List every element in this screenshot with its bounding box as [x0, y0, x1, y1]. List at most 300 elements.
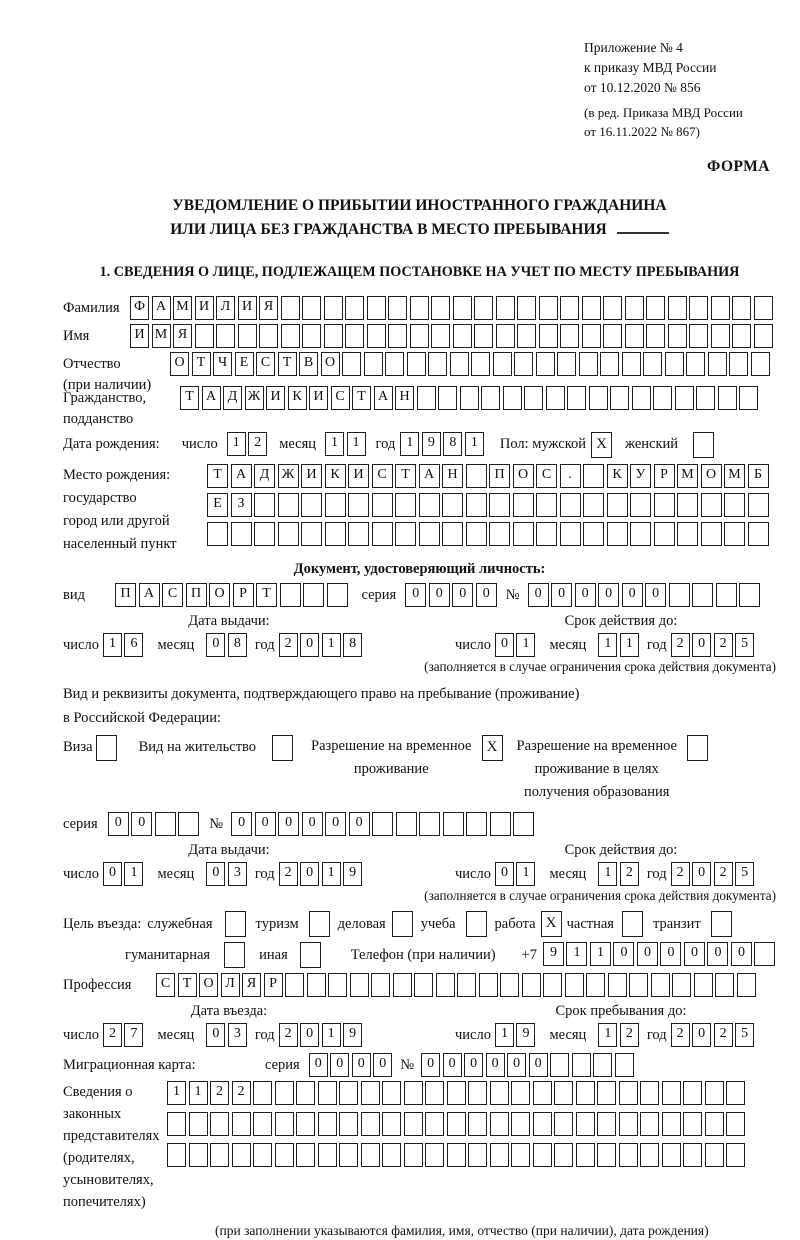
- char-cell[interactable]: [630, 493, 651, 517]
- purpose-official-checkbox[interactable]: [225, 911, 246, 937]
- patronymic-input[interactable]: [170, 352, 770, 376]
- char-cell[interactable]: 0: [529, 1053, 548, 1077]
- char-cell[interactable]: [468, 1143, 487, 1167]
- char-cell[interactable]: Т: [278, 352, 297, 376]
- char-cell[interactable]: 0: [206, 862, 225, 886]
- char-cell[interactable]: 1: [620, 633, 639, 657]
- char-cell[interactable]: [600, 352, 619, 376]
- char-cell[interactable]: [503, 386, 522, 410]
- char-cell[interactable]: [533, 1112, 552, 1136]
- phone-input[interactable]: [543, 942, 776, 966]
- doc-valid-day-input[interactable]: [495, 633, 536, 657]
- char-cell[interactable]: [640, 1081, 659, 1105]
- char-cell[interactable]: А: [202, 386, 221, 410]
- char-cell[interactable]: [683, 1081, 702, 1105]
- char-cell[interactable]: И: [309, 386, 328, 410]
- male-checkbox[interactable]: X: [591, 432, 612, 458]
- char-cell[interactable]: 0: [495, 633, 514, 657]
- doc-valid-year-input[interactable]: [671, 633, 755, 657]
- char-cell[interactable]: М: [724, 464, 745, 488]
- char-cell[interactable]: [318, 1081, 337, 1105]
- char-cell[interactable]: 0: [692, 633, 711, 657]
- char-cell[interactable]: [554, 1081, 573, 1105]
- char-cell[interactable]: [457, 973, 476, 997]
- char-cell[interactable]: 9: [516, 1023, 535, 1047]
- char-cell[interactable]: 0: [660, 942, 681, 966]
- char-cell[interactable]: Л: [216, 296, 235, 320]
- char-cell[interactable]: 0: [300, 1023, 319, 1047]
- char-cell[interactable]: [677, 493, 698, 517]
- char-cell[interactable]: [632, 386, 651, 410]
- char-cell[interactable]: Я: [173, 324, 192, 348]
- char-cell[interactable]: 1: [189, 1081, 208, 1105]
- char-cell[interactable]: 0: [231, 812, 252, 836]
- residence-issue-year-input[interactable]: [279, 862, 363, 886]
- char-cell[interactable]: [662, 1081, 681, 1105]
- char-cell[interactable]: [216, 324, 235, 348]
- char-cell[interactable]: 0: [278, 812, 299, 836]
- char-cell[interactable]: Т: [178, 973, 197, 997]
- char-cell[interactable]: Ж: [245, 386, 264, 410]
- char-cell[interactable]: С: [331, 386, 350, 410]
- char-cell[interactable]: [490, 1143, 509, 1167]
- char-cell[interactable]: [307, 973, 326, 997]
- char-cell[interactable]: Е: [207, 493, 228, 517]
- char-cell[interactable]: 0: [300, 862, 319, 886]
- char-cell[interactable]: 0: [486, 1053, 505, 1077]
- char-cell[interactable]: О: [170, 352, 189, 376]
- char-cell[interactable]: [361, 1143, 380, 1167]
- char-cell[interactable]: [615, 1053, 634, 1077]
- char-cell[interactable]: [468, 1112, 487, 1136]
- char-cell[interactable]: [583, 493, 604, 517]
- char-cell[interactable]: [466, 812, 487, 836]
- char-cell[interactable]: [536, 352, 555, 376]
- char-cell[interactable]: С: [156, 973, 175, 997]
- char-cell[interactable]: 0: [325, 812, 346, 836]
- char-cell[interactable]: А: [374, 386, 393, 410]
- char-cell[interactable]: [683, 1112, 702, 1136]
- char-cell[interactable]: [296, 1081, 315, 1105]
- residence-valid-year-input[interactable]: [671, 862, 755, 886]
- char-cell[interactable]: [436, 973, 455, 997]
- char-cell[interactable]: [643, 352, 662, 376]
- char-cell[interactable]: [607, 522, 628, 546]
- char-cell[interactable]: Н: [442, 464, 463, 488]
- purpose-business-checkbox[interactable]: [392, 911, 413, 937]
- char-cell[interactable]: [447, 1112, 466, 1136]
- char-cell[interactable]: [654, 493, 675, 517]
- char-cell[interactable]: 0: [528, 583, 549, 607]
- char-cell[interactable]: 0: [684, 942, 705, 966]
- char-cell[interactable]: П: [186, 583, 207, 607]
- char-cell[interactable]: [447, 1081, 466, 1105]
- char-cell[interactable]: Д: [223, 386, 242, 410]
- char-cell[interactable]: [579, 352, 598, 376]
- char-cell[interactable]: [589, 386, 608, 410]
- char-cell[interactable]: [739, 583, 760, 607]
- char-cell[interactable]: [662, 1143, 681, 1167]
- char-cell[interactable]: 9: [543, 942, 564, 966]
- char-cell[interactable]: [419, 812, 440, 836]
- residence-valid-day-input[interactable]: [495, 862, 536, 886]
- doc-issue-month-input[interactable]: [206, 633, 247, 657]
- char-cell[interactable]: С: [162, 583, 183, 607]
- char-cell[interactable]: 1: [598, 1023, 617, 1047]
- char-cell[interactable]: 0: [352, 1053, 371, 1077]
- char-cell[interactable]: [210, 1112, 229, 1136]
- char-cell[interactable]: 0: [373, 1053, 392, 1077]
- char-cell[interactable]: [583, 522, 604, 546]
- char-cell[interactable]: [524, 386, 543, 410]
- char-cell[interactable]: [253, 1081, 272, 1105]
- char-cell[interactable]: К: [288, 386, 307, 410]
- char-cell[interactable]: [576, 1112, 595, 1136]
- char-cell[interactable]: Р: [233, 583, 254, 607]
- char-cell[interactable]: [496, 296, 515, 320]
- char-cell[interactable]: [490, 1081, 509, 1105]
- char-cell[interactable]: 2: [232, 1081, 251, 1105]
- residence-series-input[interactable]: [108, 812, 200, 836]
- given-name-input[interactable]: [130, 324, 773, 348]
- char-cell[interactable]: [701, 522, 722, 546]
- char-cell[interactable]: 0: [707, 942, 728, 966]
- char-cell[interactable]: [718, 386, 737, 410]
- char-cell[interactable]: [675, 386, 694, 410]
- char-cell[interactable]: 2: [103, 1023, 122, 1047]
- char-cell[interactable]: [705, 1112, 724, 1136]
- char-cell[interactable]: [514, 352, 533, 376]
- char-cell[interactable]: [382, 1143, 401, 1167]
- char-cell[interactable]: [560, 493, 581, 517]
- char-cell[interactable]: 7: [124, 1023, 143, 1047]
- birth-year-input[interactable]: [400, 432, 484, 456]
- char-cell[interactable]: [342, 352, 361, 376]
- char-cell[interactable]: 8: [228, 633, 247, 657]
- char-cell[interactable]: [554, 1143, 573, 1167]
- char-cell[interactable]: З: [231, 493, 252, 517]
- char-cell[interactable]: 2: [620, 1023, 639, 1047]
- char-cell[interactable]: [318, 1112, 337, 1136]
- char-cell[interactable]: 6: [124, 633, 143, 657]
- char-cell[interactable]: [701, 493, 722, 517]
- char-cell[interactable]: 0: [108, 812, 129, 836]
- char-cell[interactable]: [554, 1112, 573, 1136]
- char-cell[interactable]: Я: [259, 296, 278, 320]
- char-cell[interactable]: Д: [254, 464, 275, 488]
- char-cell[interactable]: И: [266, 386, 285, 410]
- char-cell[interactable]: [339, 1081, 358, 1105]
- char-cell[interactable]: 2: [671, 1023, 690, 1047]
- char-cell[interactable]: О: [199, 973, 218, 997]
- char-cell[interactable]: [511, 1143, 530, 1167]
- char-cell[interactable]: [280, 583, 301, 607]
- char-cell[interactable]: [155, 812, 176, 836]
- char-cell[interactable]: О: [321, 352, 340, 376]
- char-cell[interactable]: 1: [227, 432, 246, 456]
- char-cell[interactable]: 1: [400, 432, 419, 456]
- char-cell[interactable]: [597, 1143, 616, 1167]
- char-cell[interactable]: [442, 522, 463, 546]
- char-cell[interactable]: [361, 1081, 380, 1105]
- char-cell[interactable]: И: [195, 296, 214, 320]
- char-cell[interactable]: [539, 296, 558, 320]
- char-cell[interactable]: [404, 1143, 423, 1167]
- char-cell[interactable]: М: [677, 464, 698, 488]
- char-cell[interactable]: 2: [671, 862, 690, 886]
- char-cell[interactable]: 0: [255, 812, 276, 836]
- char-cell[interactable]: [303, 583, 324, 607]
- char-cell[interactable]: [275, 1081, 294, 1105]
- char-cell[interactable]: И: [301, 464, 322, 488]
- char-cell[interactable]: Т: [207, 464, 228, 488]
- char-cell[interactable]: 0: [309, 1053, 328, 1077]
- char-cell[interactable]: [301, 493, 322, 517]
- doc-kind-input[interactable]: [115, 583, 348, 607]
- char-cell[interactable]: 0: [302, 812, 323, 836]
- char-cell[interactable]: 8: [343, 633, 362, 657]
- char-cell[interactable]: [238, 324, 257, 348]
- char-cell[interactable]: [395, 522, 416, 546]
- doc-issue-day-input[interactable]: [103, 633, 144, 657]
- char-cell[interactable]: 1: [495, 1023, 514, 1047]
- char-cell[interactable]: [726, 1081, 745, 1105]
- char-cell[interactable]: 1: [103, 633, 122, 657]
- char-cell[interactable]: [513, 522, 534, 546]
- char-cell[interactable]: [748, 493, 769, 517]
- char-cell[interactable]: [597, 1112, 616, 1136]
- profession-input[interactable]: [156, 973, 756, 997]
- char-cell[interactable]: [607, 493, 628, 517]
- char-cell[interactable]: [324, 296, 343, 320]
- char-cell[interactable]: [281, 296, 300, 320]
- char-cell[interactable]: 9: [343, 862, 362, 886]
- migration-number-input[interactable]: [421, 1053, 634, 1077]
- char-cell[interactable]: [754, 296, 773, 320]
- char-cell[interactable]: 0: [131, 812, 152, 836]
- char-cell[interactable]: [511, 1112, 530, 1136]
- char-cell[interactable]: [672, 973, 691, 997]
- char-cell[interactable]: Ф: [130, 296, 149, 320]
- char-cell[interactable]: 1: [516, 862, 535, 886]
- char-cell[interactable]: [597, 1081, 616, 1105]
- char-cell[interactable]: [361, 1112, 380, 1136]
- char-cell[interactable]: [207, 522, 228, 546]
- char-cell[interactable]: [500, 973, 519, 997]
- char-cell[interactable]: 3: [228, 1023, 247, 1047]
- char-cell[interactable]: [489, 522, 510, 546]
- char-cell[interactable]: К: [607, 464, 628, 488]
- char-cell[interactable]: [372, 522, 393, 546]
- char-cell[interactable]: [630, 522, 651, 546]
- char-cell[interactable]: [705, 1143, 724, 1167]
- char-cell[interactable]: 1: [167, 1081, 186, 1105]
- char-cell[interactable]: [646, 296, 665, 320]
- char-cell[interactable]: [388, 324, 407, 348]
- char-cell[interactable]: Т: [395, 464, 416, 488]
- char-cell[interactable]: [474, 324, 493, 348]
- char-cell[interactable]: 1: [322, 1023, 341, 1047]
- char-cell[interactable]: Я: [242, 973, 261, 997]
- stay-year-input[interactable]: [671, 1023, 755, 1047]
- char-cell[interactable]: [327, 583, 348, 607]
- char-cell[interactable]: [254, 522, 275, 546]
- char-cell[interactable]: [404, 1081, 423, 1105]
- char-cell[interactable]: 1: [322, 862, 341, 886]
- purpose-transit-checkbox[interactable]: [711, 911, 732, 937]
- char-cell[interactable]: [522, 973, 541, 997]
- char-cell[interactable]: 2: [279, 1023, 298, 1047]
- char-cell[interactable]: 1: [465, 432, 484, 456]
- doc-issue-year-input[interactable]: [279, 633, 363, 657]
- char-cell[interactable]: [665, 352, 684, 376]
- char-cell[interactable]: А: [152, 296, 171, 320]
- char-cell[interactable]: 0: [405, 583, 426, 607]
- char-cell[interactable]: [726, 1143, 745, 1167]
- char-cell[interactable]: 1: [347, 432, 366, 456]
- char-cell[interactable]: 1: [590, 942, 611, 966]
- char-cell[interactable]: С: [256, 352, 275, 376]
- char-cell[interactable]: [739, 386, 758, 410]
- char-cell[interactable]: 2: [714, 862, 733, 886]
- char-cell[interactable]: [419, 522, 440, 546]
- char-cell[interactable]: [419, 493, 440, 517]
- char-cell[interactable]: 9: [343, 1023, 362, 1047]
- char-cell[interactable]: [625, 324, 644, 348]
- char-cell[interactable]: [232, 1143, 251, 1167]
- char-cell[interactable]: [583, 464, 604, 488]
- char-cell[interactable]: [715, 973, 734, 997]
- char-cell[interactable]: [567, 386, 586, 410]
- char-cell[interactable]: И: [130, 324, 149, 348]
- char-cell[interactable]: [560, 324, 579, 348]
- temp-permit-checkbox[interactable]: X: [482, 735, 503, 761]
- char-cell[interactable]: [619, 1143, 638, 1167]
- char-cell[interactable]: [669, 583, 690, 607]
- char-cell[interactable]: Е: [235, 352, 254, 376]
- char-cell[interactable]: [729, 352, 748, 376]
- char-cell[interactable]: И: [348, 464, 369, 488]
- char-cell[interactable]: [708, 352, 727, 376]
- char-cell[interactable]: 2: [279, 633, 298, 657]
- char-cell[interactable]: [653, 386, 672, 410]
- char-cell[interactable]: [668, 296, 687, 320]
- char-cell[interactable]: [724, 522, 745, 546]
- char-cell[interactable]: [593, 1053, 612, 1077]
- char-cell[interactable]: [640, 1112, 659, 1136]
- migration-series-input[interactable]: [309, 1053, 393, 1077]
- legal-reps-line3-input[interactable]: [167, 1143, 745, 1167]
- char-cell[interactable]: 0: [452, 583, 473, 607]
- char-cell[interactable]: [696, 386, 715, 410]
- char-cell[interactable]: [425, 1081, 444, 1105]
- char-cell[interactable]: 0: [349, 812, 370, 836]
- char-cell[interactable]: 9: [422, 432, 441, 456]
- birth-day-input[interactable]: [227, 432, 268, 456]
- char-cell[interactable]: 0: [300, 633, 319, 657]
- char-cell[interactable]: [231, 522, 252, 546]
- char-cell[interactable]: [367, 324, 386, 348]
- char-cell[interactable]: Н: [395, 386, 414, 410]
- char-cell[interactable]: 0: [645, 583, 666, 607]
- char-cell[interactable]: [546, 386, 565, 410]
- char-cell[interactable]: 2: [620, 862, 639, 886]
- char-cell[interactable]: 0: [637, 942, 658, 966]
- char-cell[interactable]: [348, 522, 369, 546]
- char-cell[interactable]: [724, 493, 745, 517]
- char-cell[interactable]: [275, 1143, 294, 1167]
- char-cell[interactable]: [324, 324, 343, 348]
- stay-day-input[interactable]: [495, 1023, 536, 1047]
- char-cell[interactable]: [468, 1081, 487, 1105]
- char-cell[interactable]: [751, 352, 770, 376]
- char-cell[interactable]: [275, 1112, 294, 1136]
- char-cell[interactable]: [517, 324, 536, 348]
- char-cell[interactable]: [404, 1112, 423, 1136]
- char-cell[interactable]: [565, 973, 584, 997]
- char-cell[interactable]: 1: [124, 862, 143, 886]
- char-cell[interactable]: 3: [228, 862, 247, 886]
- char-cell[interactable]: 0: [495, 862, 514, 886]
- char-cell[interactable]: [407, 352, 426, 376]
- char-cell[interactable]: [490, 1112, 509, 1136]
- char-cell[interactable]: [586, 973, 605, 997]
- char-cell[interactable]: [533, 1143, 552, 1167]
- char-cell[interactable]: [640, 1143, 659, 1167]
- char-cell[interactable]: [490, 812, 511, 836]
- char-cell[interactable]: [668, 324, 687, 348]
- residence-permit-checkbox[interactable]: [272, 735, 293, 761]
- char-cell[interactable]: [716, 583, 737, 607]
- char-cell[interactable]: [496, 324, 515, 348]
- char-cell[interactable]: [689, 324, 708, 348]
- char-cell[interactable]: [178, 812, 199, 836]
- char-cell[interactable]: [385, 352, 404, 376]
- char-cell[interactable]: [646, 324, 665, 348]
- char-cell[interactable]: [350, 973, 369, 997]
- char-cell[interactable]: [425, 1143, 444, 1167]
- char-cell[interactable]: [711, 324, 730, 348]
- birth-place-line3-input[interactable]: [207, 522, 769, 546]
- char-cell[interactable]: [493, 352, 512, 376]
- char-cell[interactable]: [654, 522, 675, 546]
- char-cell[interactable]: [253, 1112, 272, 1136]
- char-cell[interactable]: [318, 1143, 337, 1167]
- purpose-tourism-checkbox[interactable]: [309, 911, 330, 937]
- char-cell[interactable]: [388, 296, 407, 320]
- char-cell[interactable]: [281, 324, 300, 348]
- char-cell[interactable]: О: [209, 583, 230, 607]
- char-cell[interactable]: А: [139, 583, 160, 607]
- char-cell[interactable]: [372, 493, 393, 517]
- char-cell[interactable]: [651, 973, 670, 997]
- char-cell[interactable]: 1: [516, 633, 535, 657]
- char-cell[interactable]: 1: [325, 432, 344, 456]
- char-cell[interactable]: [453, 296, 472, 320]
- char-cell[interactable]: [471, 352, 490, 376]
- purpose-humanitarian-checkbox[interactable]: [224, 942, 245, 968]
- char-cell[interactable]: [443, 812, 464, 836]
- char-cell[interactable]: У: [630, 464, 651, 488]
- char-cell[interactable]: [438, 386, 457, 410]
- char-cell[interactable]: [189, 1143, 208, 1167]
- residence-issue-month-input[interactable]: [206, 862, 247, 886]
- char-cell[interactable]: [367, 296, 386, 320]
- char-cell[interactable]: 5: [735, 862, 754, 886]
- char-cell[interactable]: [431, 296, 450, 320]
- char-cell[interactable]: [345, 324, 364, 348]
- char-cell[interactable]: 0: [206, 1023, 225, 1047]
